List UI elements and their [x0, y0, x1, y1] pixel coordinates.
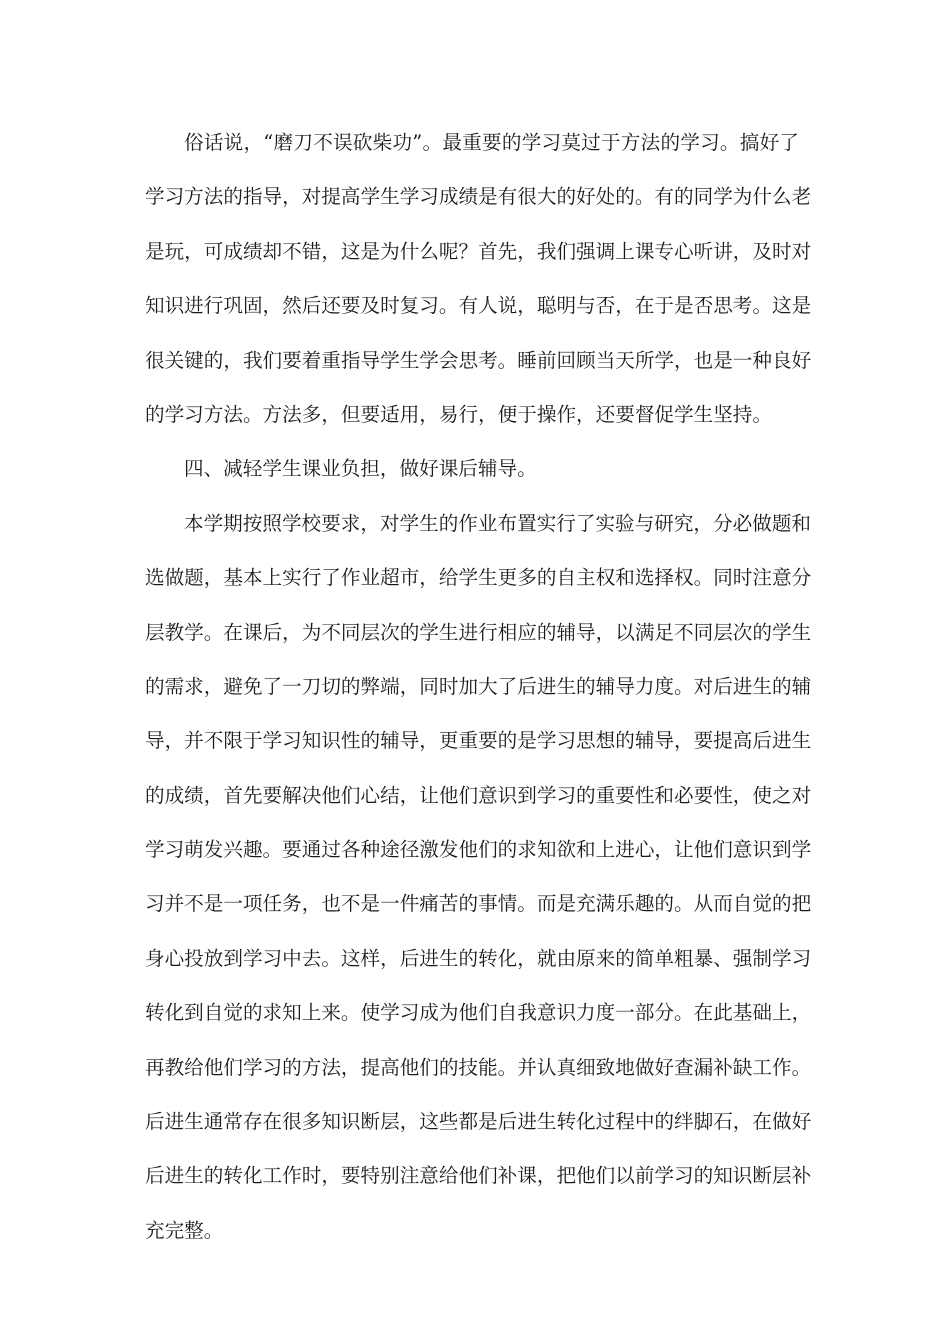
- paragraph-line: 是玩，可成绩却不错，这是为什么呢？首先，我们强调上课专心听讲，及时对: [145, 239, 812, 263]
- paragraph-line: 的成绩，首先要解决他们心结，让他们意识到学习的重要性和必要性，使之对: [145, 783, 812, 807]
- paragraph-line: 的需求，避免了一刀切的弊端，同时加大了后进生的辅导力度。对后进生的辅: [145, 674, 812, 698]
- paragraph-line: 导，并不限于学习知识性的辅导，更重要的是学习思想的辅导，要提高后进生: [145, 729, 812, 753]
- paragraph-line: 转化到自觉的求知上来。使学习成为他们自我意识力度一部分。在此基础上，: [145, 1001, 812, 1025]
- paragraph-line: 身心投放到学习中去。这样，后进生的转化，就由原来的简单粗暴、强制学习: [145, 946, 812, 970]
- paragraph-line: 学习萌发兴趣。要通过各种途径激发他们的求知欲和上进心，让他们意识到学: [145, 838, 812, 862]
- paragraph-line: 很关键的，我们要着重指导学生学会思考。睡前回顾当天所学，也是一种良好: [145, 348, 812, 372]
- paragraph-line: 习并不是一项任务，也不是一件痛苦的事情。而是充满乐趣的。从而自觉的把: [145, 892, 812, 916]
- paragraph-line: 知识进行巩固，然后还要及时复习。有人说，聪明与否，在于是否思考。这是: [145, 294, 812, 318]
- paragraph-line: 后进生的转化工作时，要特别注意给他们补课，把他们以前学习的知识断层补: [145, 1164, 812, 1188]
- paragraph-line: 后进生通常存在很多知识断层，这些都是后进生转化过程中的绊脚石，在做好: [145, 1110, 812, 1134]
- section-heading: 四、减轻学生课业负担，做好课后辅导。: [184, 457, 537, 481]
- paragraph-line: 的学习方法。方法多，但要适用，易行，便于操作，还要督促学生坚持。: [145, 402, 772, 426]
- paragraph-line: 本学期按照学校要求，对学生的作业布置实行了实验与研究，分必做题和: [184, 511, 811, 535]
- paragraph-line: 层教学。在课后，为不同层次的学生进行相应的辅导，以满足不同层次的学生: [145, 620, 812, 644]
- paragraph-line: 充完整。: [145, 1218, 224, 1242]
- paragraph-line: 学习方法的指导，对提高学生学习成绩是有很大的好处的。有的同学为什么老: [145, 185, 812, 209]
- paragraph-line: 再教给他们学习的方法，提高他们的技能。并认真细致地做好查漏补缺工作。: [145, 1055, 812, 1079]
- paragraph-line: 选做题，基本上实行了作业超市，给学生更多的自主权和选择权。同时注意分: [145, 566, 812, 590]
- document-body: [145, 116, 812, 1258]
- paragraph-line: 俗话说，“磨刀不误砍柴功”。最重要的学习莫过于方法的学习。搞好了: [184, 131, 799, 154]
